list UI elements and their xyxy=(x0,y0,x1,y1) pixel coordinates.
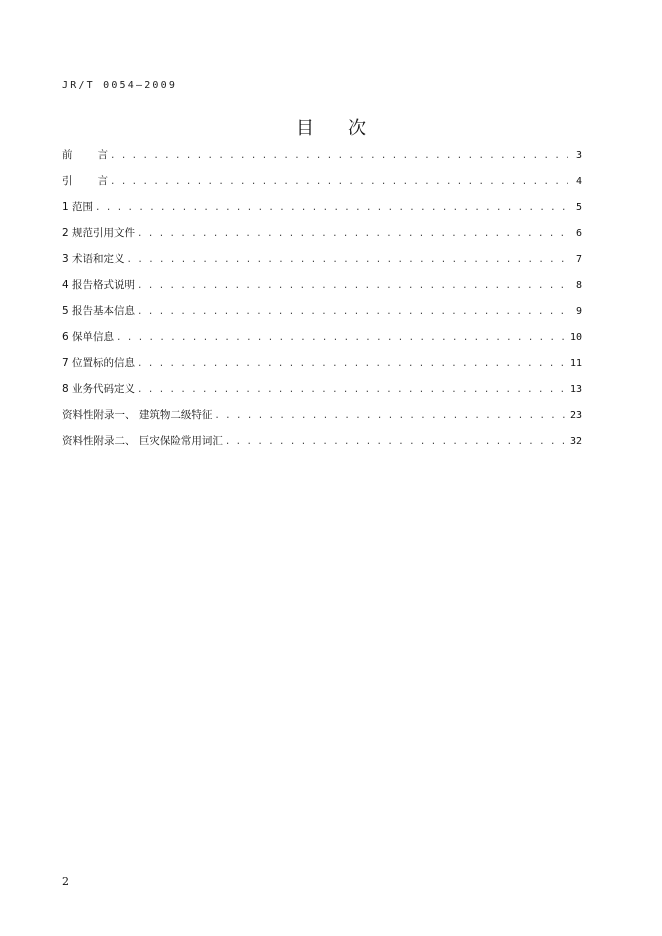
toc-entry-location-info[interactable] xyxy=(62,354,582,380)
toc-entry-page: 32 xyxy=(569,436,582,447)
toc-entry-label: 3 术语和定义 xyxy=(62,253,125,265)
dot-leader xyxy=(225,433,566,451)
toc-entry-report-format[interactable] xyxy=(62,276,582,302)
standard-code: JR/T 0054—2009 xyxy=(62,80,178,91)
dot-leader xyxy=(116,329,566,347)
toc-entry-label: 2 规范引用文件 xyxy=(62,227,136,239)
toc-entry-page: 6 xyxy=(575,228,582,239)
toc-entry-label: 1 范围 xyxy=(62,201,94,213)
toc-entry-page: 13 xyxy=(569,384,582,395)
toc-entry-page: 3 xyxy=(575,150,582,161)
dot-leader xyxy=(137,355,566,373)
table-of-contents xyxy=(62,146,582,458)
dot-leader xyxy=(137,277,568,295)
toc-entry-label: 资料性附录一、 建筑物二级特征 xyxy=(62,409,213,421)
dot-leader xyxy=(137,225,568,243)
toc-entry-label: 资料性附录二、 巨灾保险常用词汇 xyxy=(62,435,223,447)
dot-leader xyxy=(95,199,568,217)
toc-entry-policy-info[interactable] xyxy=(62,328,582,354)
toc-entry-report-basic-info[interactable] xyxy=(62,302,582,328)
dot-leader xyxy=(214,407,566,425)
toc-entry-label: 引言 xyxy=(62,175,108,187)
toc-entry-appendix-1[interactable] xyxy=(62,406,582,432)
toc-entry-page: 9 xyxy=(575,306,582,317)
toc-title xyxy=(0,114,662,140)
toc-entry-label: 5 报告基本信息 xyxy=(62,305,136,317)
toc-entry-page: 5 xyxy=(575,202,582,213)
toc-entry-foreword[interactable] xyxy=(62,146,582,172)
dot-leader xyxy=(110,147,568,165)
toc-entry-label: 8 业务代码定义 xyxy=(62,383,136,395)
toc-entry-page: 7 xyxy=(575,254,582,265)
dot-leader xyxy=(137,381,566,399)
dot-leader xyxy=(110,173,568,191)
toc-entry-appendix-2[interactable] xyxy=(62,432,582,458)
toc-entry-page: 4 xyxy=(575,176,582,187)
toc-entry-label: 6 保单信息 xyxy=(62,331,115,343)
page-number: 2 xyxy=(62,875,69,888)
toc-entry-business-codes[interactable] xyxy=(62,380,582,406)
toc-entry-label: 前言 xyxy=(62,149,108,161)
toc-entry-page: 8 xyxy=(575,280,582,291)
toc-title-char-2: 次 xyxy=(348,118,366,139)
toc-entry-label: 7 位置标的信息 xyxy=(62,357,136,369)
toc-entry-page: 11 xyxy=(569,358,582,369)
toc-title-char-1: 目 xyxy=(296,118,314,139)
toc-entry-page: 10 xyxy=(569,332,582,343)
toc-entry-page: 23 xyxy=(569,410,582,421)
toc-entry-terms-definitions[interactable] xyxy=(62,250,582,276)
toc-entry-scope[interactable] xyxy=(62,198,582,224)
dot-leader xyxy=(127,251,568,269)
toc-entry-normative-references[interactable] xyxy=(62,224,582,250)
dot-leader xyxy=(137,303,568,321)
toc-entry-label: 4 报告格式说明 xyxy=(62,279,136,291)
toc-entry-introduction[interactable] xyxy=(62,172,582,198)
